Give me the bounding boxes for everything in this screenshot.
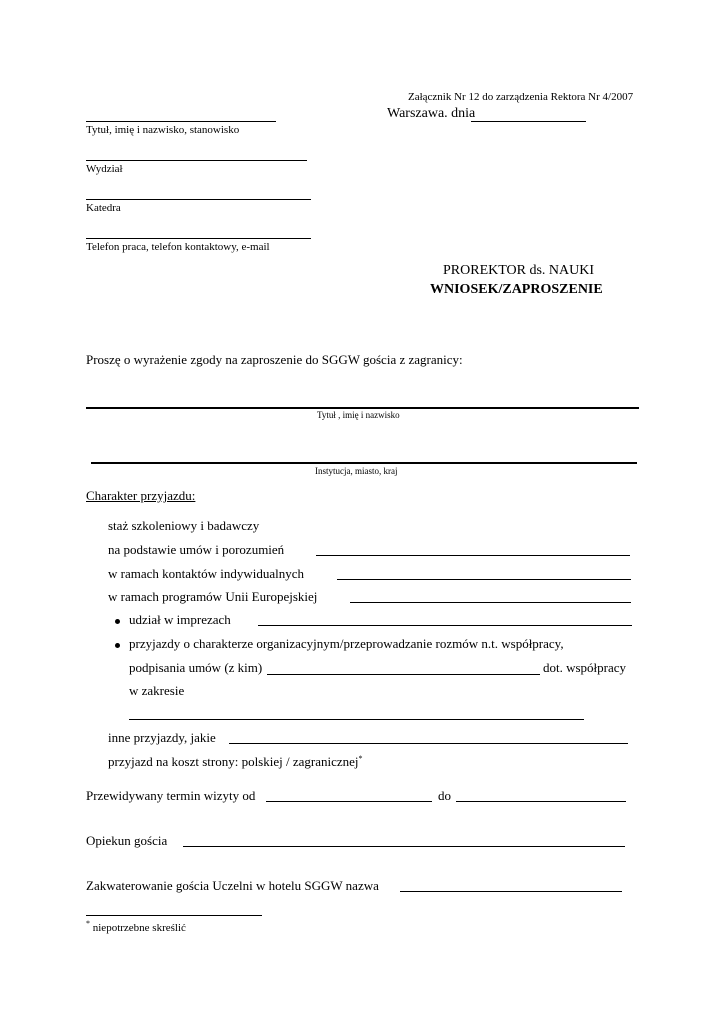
visit-to-field[interactable] — [456, 801, 626, 802]
phone-email-label: Telefon praca, telefon kontaktowy, e-mail — [86, 241, 270, 253]
department-field[interactable] — [86, 199, 311, 200]
institution-field[interactable] — [91, 462, 637, 464]
individual-contacts-option: w ramach kontaktów indywidualnych — [108, 566, 305, 581]
document-title: WNIOSEK/ZAPROSZENIE — [430, 282, 603, 297]
organizational-option: przyjazdy o charakterze organizacyjnym/przeprowadzanie rozmów n.t. współpracy, — [129, 636, 564, 651]
internship-option: staż szkoleniowy i badawczy — [108, 518, 260, 533]
guardian-label: Opiekun gościa — [86, 833, 168, 848]
date-field[interactable] — [471, 121, 586, 122]
cost-label: przyjazd na koszt strony: polskiej / zagranicznej — [108, 754, 359, 769]
addressee: PROREKTOR ds. NAUKI — [443, 263, 595, 278]
faculty-label: Wydział — [86, 163, 123, 175]
visit-to-label: do — [438, 788, 451, 803]
request-intro: Proszę o wyrażenie zgody na zaproszenie do SGGW gościa z zagranicy: — [86, 352, 463, 367]
footnote-separator — [86, 915, 262, 916]
title-name-position-field[interactable] — [86, 121, 276, 122]
hotel-label: Zakwaterowanie gościa Uczelni w hotelu SGGW nazwa — [86, 878, 379, 893]
guest-name-field[interactable] — [86, 407, 639, 409]
signing-field[interactable] — [267, 674, 540, 675]
events-option: udział w imprezach — [129, 612, 231, 627]
department-label: Katedra — [86, 202, 121, 214]
scope-label: w zakresie — [129, 683, 185, 698]
footnote — [86, 919, 186, 934]
faculty-field[interactable] — [86, 160, 307, 161]
other-visits-label: inne przyjazdy, jakie — [108, 730, 216, 745]
guardian-field[interactable] — [183, 846, 625, 847]
visit-term-label: Przewidywany termin wizyty od — [86, 788, 256, 803]
eu-programs-field[interactable] — [350, 602, 631, 603]
bullet-icon — [115, 643, 120, 648]
title-name-position-label: Tytuł, imię i nazwisko, stanowisko — [86, 124, 240, 136]
institution-caption: Instytucja, miasto, kraj — [315, 466, 398, 476]
visit-character-heading: Charakter przyjazdu: — [86, 488, 196, 503]
guest-name-caption: Tytuł , imię i nazwisko — [317, 410, 400, 420]
footnote-mark: * — [86, 919, 90, 928]
footnote-text: niepotrzebne skreślić — [92, 922, 186, 934]
hotel-field[interactable] — [400, 891, 622, 892]
agreements-field[interactable] — [316, 555, 630, 556]
city-date-label: Warszawa. dnia — [387, 106, 476, 121]
annex-reference: Załącznik Nr 12 do zarządzenia Rektora Nr 4/2007 — [408, 91, 634, 103]
other-visits-field[interactable] — [229, 743, 628, 744]
events-field[interactable] — [258, 625, 632, 626]
individual-contacts-field[interactable] — [337, 579, 631, 580]
signing-label: podpisania umów (z kim) — [129, 660, 263, 675]
visit-from-field[interactable] — [266, 801, 432, 802]
bullet-icon — [115, 619, 120, 624]
cost-option — [108, 754, 363, 770]
scope-field[interactable] — [129, 719, 584, 720]
phone-email-field[interactable] — [86, 238, 311, 239]
cooperation-label: dot. współpracy — [543, 660, 627, 675]
footnote-marker: * — [358, 754, 363, 763]
eu-programs-option: w ramach programów Unii Europejskiej — [108, 589, 318, 604]
agreements-option: na podstawie umów i porozumień — [108, 542, 285, 557]
